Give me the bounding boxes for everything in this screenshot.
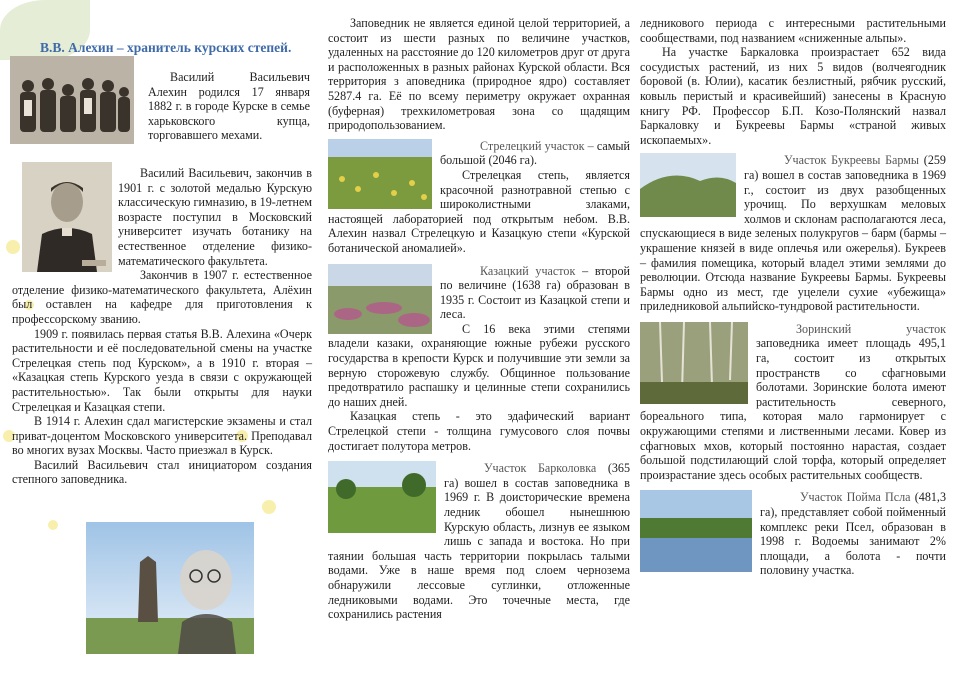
- family-photo: [10, 56, 134, 144]
- zorinsky-description: заповедника имеет площадь 495,1 га, состоит из открытых пространств со сфагновыми болотами. Зоринские болота имеют растительность северного, бореального типа, которая мало гармонирует с окружающими степями и лиственными лесами. Ковер из сфагновых мхов, который постоянно нарастая, создает большой подстилающий слой торфа, который определяет произрастание здесь особых растительных сообществ.: [640, 336, 946, 482]
- bukreevy-heading: Участок Букреевы Бармы: [784, 153, 920, 168]
- bukreevy-barmy-photo: [640, 153, 736, 217]
- bio-paragraph-5: В 1914 г. Алехин сдал магистерские экзамены и стал приват-доцентом Московского университета. Преподавал во многих вузах Москвы. Часто приезжал в Курск.: [12, 414, 312, 458]
- streletsky-area: самый большой (2046 га).: [440, 138, 630, 168]
- kazatsky-heading: Казацкий участок: [480, 263, 576, 278]
- bio-paragraph-1: Василий Васильевич Алехин родился 17 января 1882 г. в городе Курске в семье харьковского купца, торговавшего мехами.: [148, 70, 310, 143]
- barkalovka-flora: На участке Баркаловка произрастает 652 вида сосудистых растений, из них 5 видов (волчеягодник боровой (в. Юлии), касатик безлистный, рябчик русский, ковыль перистый и красивейший) занесены в Красную книгу РФ. Профессор Б.П. Козо-Полянский назвал Баркаловку и Букреевы Бармы «страной живых ископаемых».: [640, 45, 946, 147]
- bio-paragraph-6: Василий Васильевич стал инициатором создания степного заповедника.: [12, 457, 312, 487]
- barkalovka-description: (365 га) вошел в состав заповедника в 1969 г. В доисторические времена ледник обошел нынешнюю Курскую область, лизнув ее языком лишь с запада и востока. Но при таянии большая часть территории покрылась талыми водами. Уже в наше время под слоем чернозема обнаружили лессовые суглинки, отложенные ледниковыми водами. Это точечные места, где сохранились растения: [328, 461, 630, 622]
- barkalovka-photo: [328, 461, 436, 533]
- zorinsky-photo: [640, 322, 748, 404]
- streletsky-photo: [328, 139, 432, 209]
- psel-description: (481,3 га), представляет собой пойменный комплекс реки Псел, образован в 1998 г. Водоемы занимают 2% площади, а болота - почти половину участка.: [760, 490, 946, 578]
- bio-paragraph-2: Василий Васильевич, закончив в 1901 г. с золотой медалью Курскую классическую гимназию, в 19-летнем возрасте поступил в Московский университет изучать ботанику на естественное отделение физико-математического факультета.: [118, 166, 312, 268]
- reserve-intro: Заповедник не является единой целой территорией, а состоит из шести разных по величине участков, удаленных на расстояние до 120 километров друг от друга и расположенных в разных районах Курской области. Вся территория з аповедника (природное ядро) составляет 5287.4 га. Её по всему периметру окружает охранная (буферная) трехкилометровая зона со щадящим природопользованием.: [328, 16, 630, 133]
- streletsky-heading: Стрелецкий участок –: [480, 138, 597, 153]
- streletsky-description: Стрелецкая степь, является красочной разнотравной степью с широколистными злаками, настоящей лабораторией под открытым небом. В.В. Алехин назвал Стрелецкую и Казацкую степи «Курской ботанической аномалией».: [328, 167, 630, 255]
- zorinsky-heading: Зоринский участок: [796, 321, 946, 336]
- bio-paragraph-3: Закончив в 1907 г. естественное отделение физико-математического факультета, Алёхин был оставлен на кафедре для приготовления к профессорскому званию.: [12, 268, 312, 326]
- alekhin-monument-photo: [86, 522, 254, 654]
- kazatsky-description: С 16 века этими степями владели казаки, охраняющие южные рубежи русского государства в крепости Курск и получившие эти земли за верную сторожевую службу. Общинное пользование предотвратило распашку и целинные степи сохранились до наших дней.: [328, 321, 630, 409]
- bio-paragraph-4: 1909 г. появилась первая статья В.В. Алехина «Очерк растительности и её последовательной смены на участке Стрелецкая степь под Курском», а в 1910 г. вторая – «Казацкая степь Курского уезда в связи с окружающей растительностью». Так были открыты для науки Стрелецкая и Казацкая степи.: [12, 326, 312, 414]
- flower-decoration: [262, 500, 276, 514]
- barkalovka-heading: Участок Барколовка: [484, 461, 597, 476]
- page-title: В.В. Алехин – хранитель курских степей.: [40, 40, 292, 55]
- barkalovka-continued: ледникового периода с интересными растительными сообществами, под названием «сниженные альпы».: [640, 16, 946, 45]
- flower-decoration: [48, 520, 58, 530]
- psel-heading: Участок Пойма Псла: [800, 490, 911, 505]
- kazatsky-photo: [328, 264, 432, 334]
- kazatsky-area: – второй по величине (1638 га) образован в 1935 г. Состоит из Казацкой степи и леса.: [440, 263, 630, 322]
- psel-floodplain-photo: [640, 490, 752, 572]
- kazatsky-soil: Казацкая степь - это эдафический вариант Стрелецкой степи - толщина гумусового слоя почвы достигает полутора метров.: [328, 409, 630, 453]
- bukreevy-description: (259 га) вошел в состав заповедника в 1969 г., состоит из двух разобщенных урочищ. По верхушкам меловых холмов и склонам располагаются леса, спускающиеся в виде зеленых полукругов – барм (бармы – украшение князей в виде оплечья или ожерелья). Букреев – фамилия помещика, который владел этими землями до революции. Отсюда название Букреевы Бармы. Букреевы Бармы одно из мест, где уцелели сухие «убежища» приледниковой альпийско-тундровой растительности.: [640, 153, 946, 314]
